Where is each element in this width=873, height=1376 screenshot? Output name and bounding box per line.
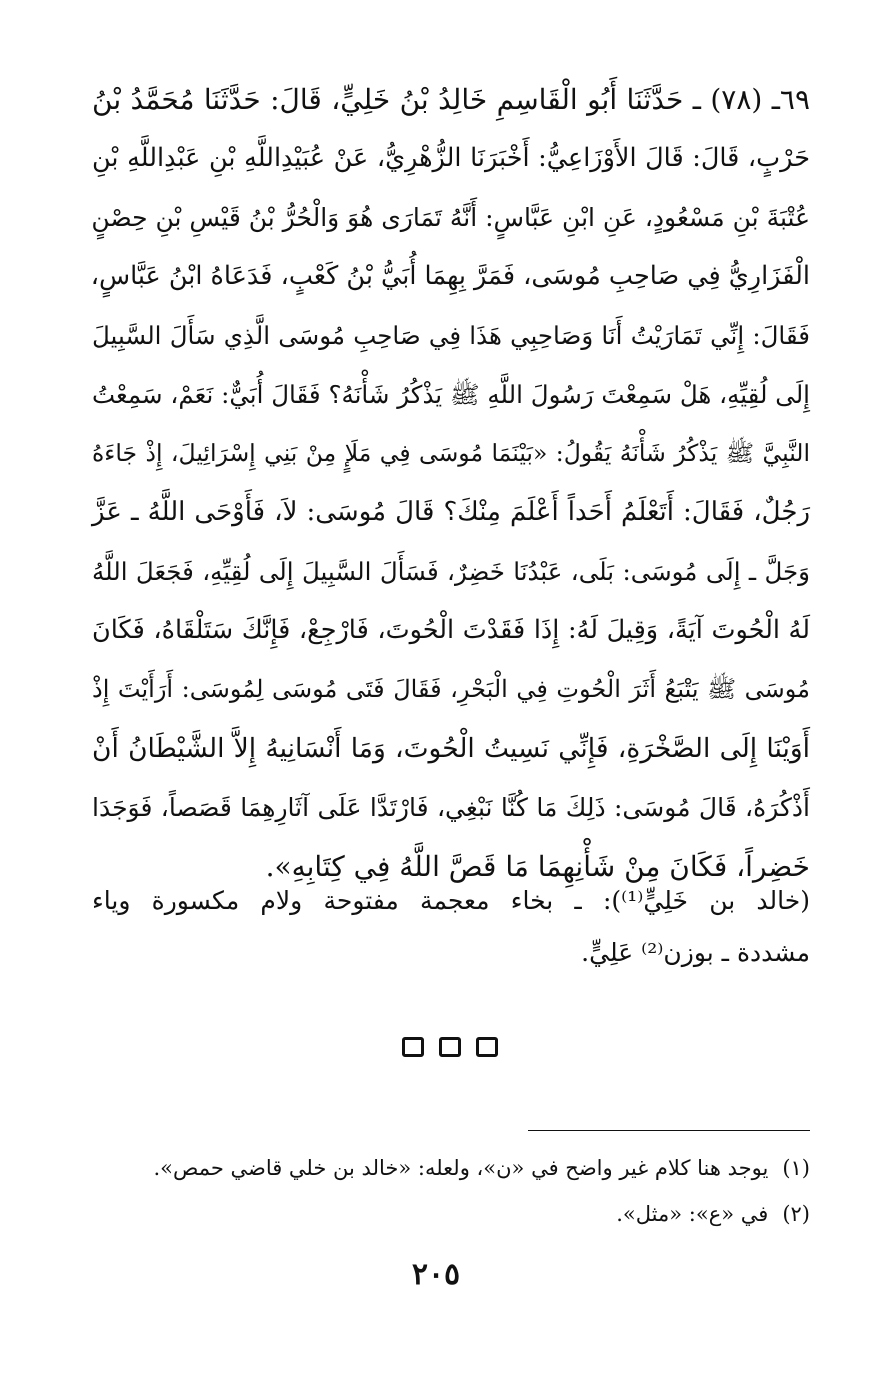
hadith-line: مُوسَى ﷺ يَتْبَعُ أَثَرَ الْحُوتِ فِي الْبَحْرِ، فَقَالَ فَتَى مُوسَى لِمُوسَى: أَرَأَيْتَ إِذْ [92,675,810,703]
note-line: (خالد بن خَلِيٍّ⁽¹⁾): ـ بخاء معجمة مفتوحة ولام مكسورة وياء [92,886,811,915]
footnote-number: (١) [782,1156,810,1180]
hadith-line: حَرْبٍ، قَالَ: قَالَ الأَوْزَاعِيُّ: أَخْبَرَنَا الزُّهْرِيُّ، عَنْ عُبَيْدِاللَّهِ بْنِ عَبْدِاللَّهِ بْنِ [92,143,810,173]
page-number: ٢٠٥ [411,1257,461,1292]
hadith-line: رَجُلٌ، فَقَالَ: أَتَعْلَمُ أَحَداً أَعْلَمَ مِنْكَ؟ قَالَ مُوسَى: لاَ، فَأَوْحَى اللَّهُ ـ عَزَّ [92,497,810,527]
footnote [100,1145,810,1191]
hadith-line: الْفَزَارِيُّ فِي صَاحِبِ مُوسَى، فَمَرَّ بِهِمَا أُبَيُّ بْنُ كَعْبٍ، فَدَعَاهُ ابْنُ عَبَّاسٍ، [90,261,810,291]
square-ornament-icon [439,1037,461,1057]
hadith-line: أَوَيْنَا إِلَى الصَّخْرَةِ، فَإِنِّي نَسِيتُ الْحُوتَ، وَمَا أَنْسَانِيهُ إِلاَّ الشَّيْطَانُ أَنْ [92,733,810,764]
hadith-line: خَضِراً، فَكَانَ مِنْ شَأْنِهِمَا مَا قَصَّ اللَّهُ فِي كِتَابِهِ». [265,850,810,883]
hadith-line: إِلَى لُقِيِّهِ، هَلْ سَمِعْتَ رَسُولَ اللَّهِ ﷺ يَذْكُرُ شَأْنَهُ؟ فَقَالَ أُبَيٌّ: نَعَمْ، سَمِعْتُ [92,380,810,409]
footnote-number: (٢) [782,1202,810,1226]
hadith-text [92,70,810,896]
hadith-line: النَّبِيَّ ﷺ يَذْكُرُ شَأْنَهُ يَقُولُ: «بَيْنَمَا مُوسَى فِي مَلَإٍ مِنْ بَنِي إِسْرَائِيلَ، إِذْ جَاءَهُ [92,439,810,467]
hadith-line: ٦٩ـ (٧٨) ـ حَدَّثَنَا أَبُو الْقَاسِمِ خَالِدُ بْنُ خَلِيٍّ، قَالَ: حَدَّثَنَا مُحَمَّدُ بْنُ [92,83,810,116]
note-line: مشددة ـ بوزن⁽²⁾ عَلِيٍّ. [581,938,810,967]
hadith-line: لَهُ الْحُوتَ آيَةً، وَقِيلَ لَهُ: إِذَا فَقَدْتَ الْحُوتَ، فَارْجِعْ، فَإِنَّكَ سَتَلْقَاهُ، فَكَانَ [92,615,810,645]
footnote [100,1191,810,1237]
hadith-line: فَقَالَ: إِنِّي تَمَارَيْتُ أَنَا وَصَاحِبِي هَذَا فِي صَاحِبِ مُوسَى الَّذِي سَأَلَ السَّبِيلَ [92,321,810,350]
square-ornament-icon [476,1037,498,1057]
footnote-divider [528,1130,810,1131]
footnotes [100,1145,810,1237]
square-ornament-icon [402,1037,424,1057]
narrator-note [92,875,810,979]
section-separator [402,1037,498,1061]
hadith-line: وَجَلَّ ـ إِلَى مُوسَى: بَلَى، عَبْدُنَا خَضِرٌ، فَسَأَلَ السَّبِيلَ إِلَى لُقِيِّهِ، فَجَعَلَ اللَّهُ [92,557,810,586]
hadith-line: أَذْكُرَهُ، قَالَ مُوسَى: ذَلِكَ مَا كُنَّا نَبْغِي، فَارْتَدَّا عَلَى آثَارِهِمَا قَصَصاً، فَوَجَدَا [92,793,810,822]
footnote-text: في «ع»: «مثل». [616,1202,769,1226]
hadith-line: عُتْبَةَ بْنِ مَسْعُودٍ، عَنِ ابْنِ عَبَّاسٍ: أَنَّهُ تَمَارَى هُوَ وَالْحُرُّ بْنُ قَيْسِ بْنِ حِصْنٍ [91,203,810,232]
footnote-text: يوجد هنا كلام غير واضح في «ن»، ولعله: «خالد بن خلي قاضي حمص». [153,1156,769,1180]
